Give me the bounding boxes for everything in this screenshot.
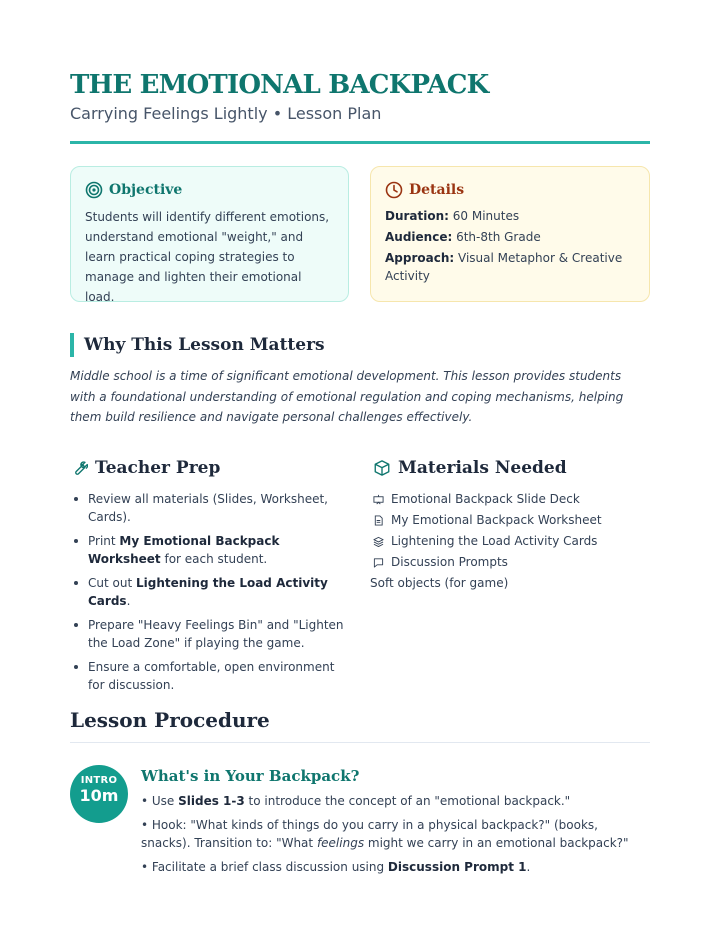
step-title: What's in Your Backpack?	[141, 767, 360, 785]
objective-label: Objective	[109, 182, 183, 198]
list-item: Lightening the Load Activity Cards	[373, 532, 653, 550]
list-item: • Use Slides 1-3 to introduce the concept of an "emotional backpack."	[141, 794, 571, 808]
list-item: Ensure a comfortable, open environment for discussion.	[70, 658, 350, 694]
wrench-icon	[70, 459, 88, 477]
box-icon	[373, 459, 391, 477]
layers-icon	[373, 536, 384, 547]
header-rule	[70, 141, 650, 144]
list-item: • Facilitate a brief class discussion using Discussion Prompt 1.	[141, 860, 531, 874]
objective-card	[70, 166, 349, 302]
clock-icon	[385, 181, 403, 199]
chat-icon	[373, 557, 384, 568]
teacher-prep-list	[70, 490, 350, 700]
list-item: Review all materials (Slides, Worksheet, Cards).	[70, 490, 350, 526]
teacher-prep-heading: Teacher Prep	[95, 458, 221, 478]
materials-list	[370, 490, 653, 595]
step-list	[141, 792, 641, 882]
why-accent-bar	[70, 333, 74, 357]
materials-heading: Materials Needed	[398, 458, 567, 478]
detail-duration: Duration: 60 Minutes	[385, 209, 520, 223]
procedure-heading: Lesson Procedure	[70, 708, 270, 732]
procedure-rule	[70, 742, 650, 743]
details-header	[385, 181, 635, 199]
list-item: Emotional Backpack Slide Deck	[373, 490, 653, 508]
list-item: Print My Emotional Backpack Worksheet for each student.	[70, 532, 350, 568]
step-badge-duration: 10m	[79, 786, 119, 805]
objective-text: Students will identify different emotions, understand emotional "weight," and learn practical coping strategies to manage and lighten their emotional load.	[85, 210, 330, 304]
list-item: Prepare "Heavy Feelings Bin" and "Lighten the Load Zone" if playing the game.	[70, 616, 350, 652]
details-label: Details	[409, 182, 465, 198]
step-badge-label: INTRO	[80, 775, 118, 786]
details-card	[370, 166, 650, 302]
materials-header	[373, 458, 567, 478]
why-text: Middle school is a time of significant emotional development. This lesson provides students with a foundational understanding of emotional regulation and coping mechanisms, helping them build resilience and navigate personal challenges effectively.	[70, 369, 624, 424]
list-item: Cut out Lightening the Load Activity Cards.	[70, 574, 350, 610]
objective-header	[85, 181, 334, 199]
list-item: Discussion Prompts	[373, 553, 653, 571]
page-title: THE EMOTIONAL BACKPACK	[70, 70, 489, 100]
page-subtitle: Carrying Feelings Lightly • Lesson Plan	[70, 104, 382, 123]
document-icon	[373, 515, 384, 526]
list-item: My Emotional Backpack Worksheet	[373, 511, 653, 529]
list-item: Soft objects (for game)	[370, 576, 509, 590]
teacher-prep-header	[70, 458, 220, 478]
list-item: • Hook: "What kinds of things do you carry in a physical backpack?" (books, snacks). Transition to: "What feelings might we carry in an emotional backpack?"	[141, 818, 629, 850]
detail-approach: Approach: Visual Metaphor & Creative Activity	[385, 251, 623, 283]
why-heading: Why This Lesson Matters	[84, 335, 325, 355]
detail-audience: Audience: 6th-8th Grade	[385, 230, 541, 244]
presentation-icon	[373, 494, 384, 505]
target-icon	[85, 181, 103, 199]
step-badge	[70, 765, 128, 823]
